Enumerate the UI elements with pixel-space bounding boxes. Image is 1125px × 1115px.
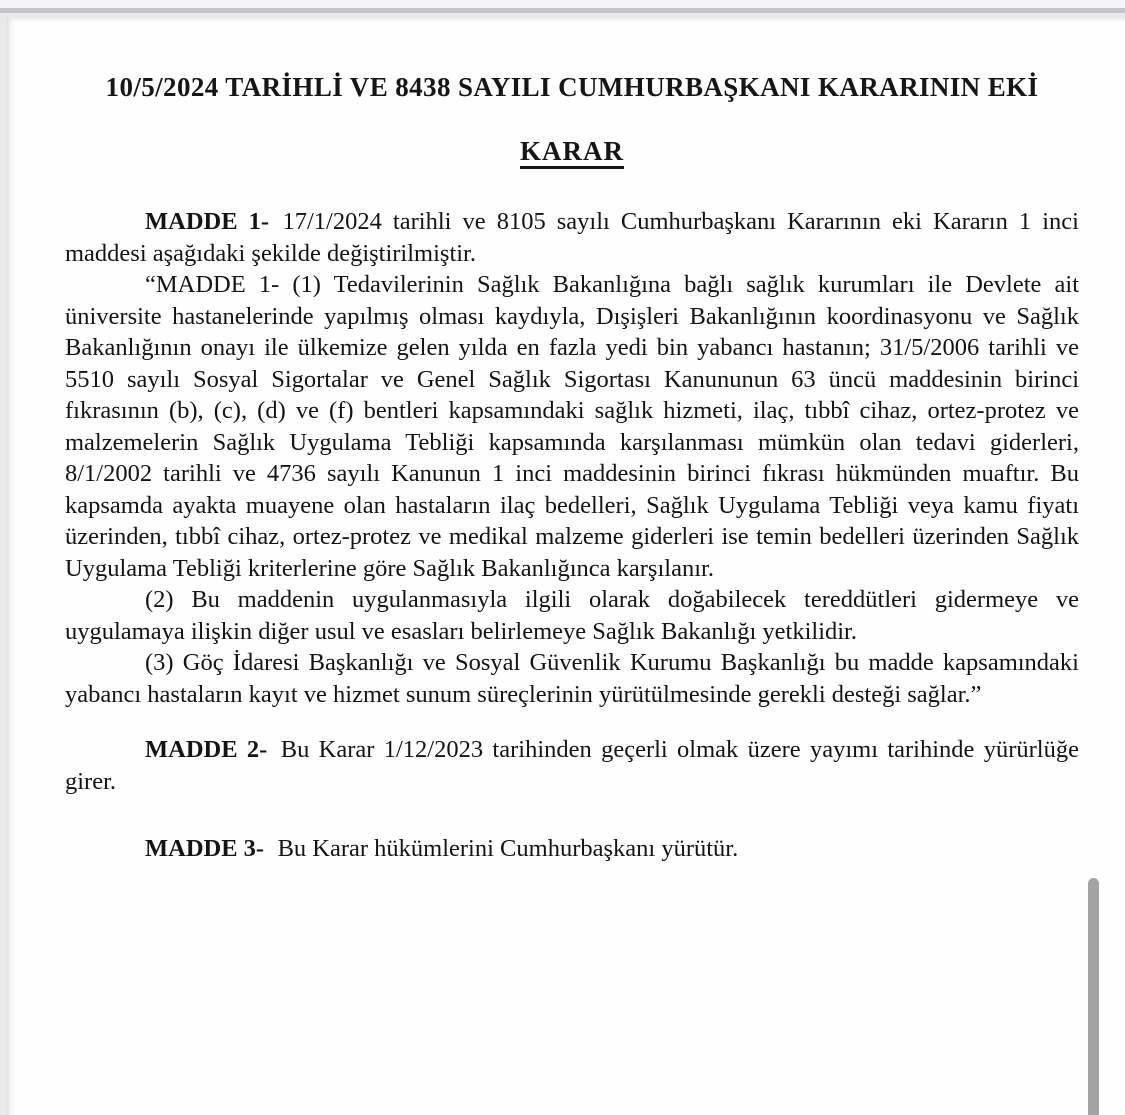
viewer-top-bar	[0, 0, 1125, 13]
document-page	[7, 18, 1125, 1115]
document-content	[7, 18, 1125, 865]
amended-article-clause-3-text: (3) Göç İdaresi Başkanlığı ve Sosyal Güvenlik Kurumu Başkanlığı bu madde kapsamındaki yabancı hastaların kayıt ve hizmet sunum süreçlerinin yürütülmesinde gerekli desteği sağlar.”	[65, 649, 1079, 708]
amended-article-clause-2-text: (2) Bu maddenin uygulanmasıyla ilgili olarak doğabilecek tereddütleri gidermeye ve uygulamaya ilişkin diğer usul ve esasları belirlemeye Sağlık Bakanlığı yetkilidir.	[65, 586, 1079, 645]
article-1-text: 17/1/2024 tarihli ve 8105 sayılı Cumhurbaşkanı Kararının eki Kararın 1 inci maddesi aşağıdaki şekilde değiştirilmiştir.	[65, 208, 1079, 267]
article-2-text: Bu Karar 1/12/2023 tarihinden geçerli olmak üzere yayımı tarihinde yürürlüğe girer.	[65, 736, 1079, 795]
article-3-label: MADDE 3-	[145, 835, 265, 862]
amended-article-clause-1-text: “MADDE 1- (1) Tedavilerinin Sağlık Bakanlığına bağlı sağlık kurumları ile Devlete ait üniversite hastanelerinde yapılmış olması kaydıyla, Dışişleri Bakanlığının koordinasyonu ve Sağlık Bakanlığının onayı ile ülkemize gelen yılda en fazla yedi bin yabancı hastanın; 31/5/2006 tarihli ve 5510 sayılı Sosyal Sigortalar ve Genel Sağlık Sigortası Kanununun 63 üncü maddesinin birinci fıkrasının (b), (c), (d) ve (f) bentleri kapsamındaki sağlık hizmeti, ilaç, tıbbî cihaz, ortez-protez ve malzemelerin Sağlık Uygulama Tebliği kapsamında karşılanması mümkün olan tedavi giderleri, 8/1/2002 tarihli ve 4736 sayılı Kanunun 1 inci maddesinin birinci fıkrası hükmünden muaftır. Bu kapsamda ayakta muayene olan hastaların ilaç bedelleri, Sağlık Uygulama Tebliği veya kamu fiyatı üzerinden, tıbbî cihaz, ortez-protez ve medikal malzeme giderleri ise temin bedelleri üzerinden Sağlık Uygulama Tebliği kriterlerine göre Sağlık Bakanlığınca karşılanır.	[65, 271, 1079, 582]
article-3	[65, 833, 1079, 865]
article-2-label: MADDE 2-	[145, 736, 268, 763]
document-body	[65, 206, 1079, 865]
vertical-scrollbar-thumb[interactable]	[1088, 878, 1099, 1115]
amended-article-clause-2	[65, 584, 1079, 647]
article-3-text: Bu Karar hükümlerini Cumhurbaşkanı yürütür.	[277, 835, 739, 862]
amended-article-clause-1	[65, 269, 1079, 584]
amended-article-clause-3	[65, 647, 1079, 710]
article-2	[65, 734, 1079, 797]
article-1-amendment-intro	[65, 206, 1079, 269]
document-subtitle-text: KARAR	[520, 136, 624, 166]
document-title: 10/5/2024 TARİHLİ VE 8438 SAYILI CUMHURBAŞKANI KARARININ EKİ	[105, 72, 1039, 102]
document-subtitle	[65, 134, 1079, 168]
article-1-label: MADDE 1-	[145, 208, 270, 235]
